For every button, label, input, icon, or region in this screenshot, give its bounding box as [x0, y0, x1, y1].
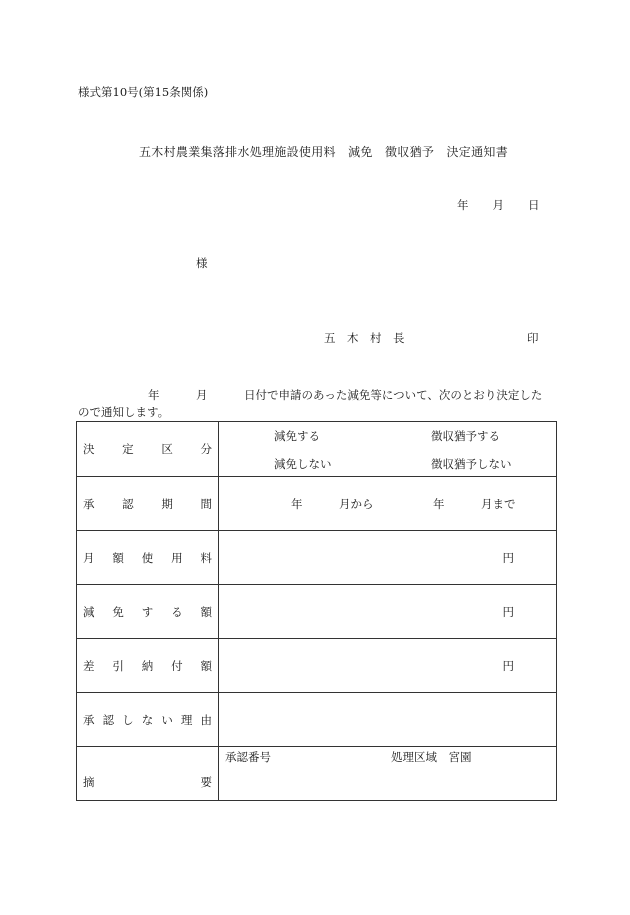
period-from-month: 月から [339, 496, 374, 511]
label-char: 由 [200, 712, 212, 727]
label-char: 分 [200, 442, 212, 456]
label-char: 間 [200, 496, 212, 511]
yen-unit: 円 [502, 604, 514, 619]
table-row [77, 747, 557, 801]
decision-label [77, 422, 219, 477]
net-payment-value [219, 639, 557, 693]
table-row [77, 531, 557, 585]
label-char: 料 [200, 550, 212, 565]
period-to-year: 年 [433, 496, 445, 511]
label-char: す [141, 604, 154, 619]
intro-year: 年 [148, 388, 160, 402]
intro-line-2: ので通知します。 [78, 405, 170, 419]
date-month: 月 [492, 198, 504, 212]
intro-text: 日付で申請のあった減免等について、次のとおり決定した [244, 388, 543, 402]
label-char: 額 [200, 604, 212, 619]
monthly-fee-value [219, 531, 557, 585]
table-row [77, 639, 557, 693]
label-char: 認 [102, 712, 115, 727]
option-no-defer: 徴収猶予しない [431, 457, 512, 471]
period-to-month: 月まで [481, 496, 516, 511]
label-char: 月 [83, 550, 95, 565]
approval-period [219, 477, 557, 531]
label-char: 理 [180, 712, 193, 727]
option-reduce: 減免する [274, 429, 320, 443]
label-char: 要 [200, 775, 212, 789]
decision-table [76, 421, 557, 801]
label-char: 減 [83, 604, 95, 619]
decision-options [219, 422, 557, 477]
label-char: 期 [161, 496, 173, 511]
yen-unit: 円 [502, 658, 514, 673]
period-label [77, 477, 219, 531]
label-char: 用 [171, 550, 183, 565]
table-row [77, 422, 557, 477]
monthly-fee-label [77, 531, 219, 585]
label-char: 引 [112, 658, 124, 673]
yen-unit: 円 [502, 550, 514, 565]
label-char: い [161, 712, 173, 727]
label-char: る [171, 604, 183, 619]
approval-number-label: 承認番号 [225, 750, 271, 764]
label-char: 付 [171, 658, 183, 673]
intro-line-1 [148, 387, 543, 403]
label-char: 区 [161, 442, 173, 456]
intro-month: 月 [196, 388, 208, 402]
label-char: 摘 [83, 775, 95, 789]
no-approval-reason-label [77, 693, 219, 747]
table-row [77, 585, 557, 639]
table-row [77, 477, 557, 531]
label-char: 定 [122, 442, 134, 456]
label-char: 承 [83, 496, 95, 511]
option-defer: 徴収猶予する [431, 429, 500, 443]
label-char: な [141, 712, 154, 727]
remarks-value [219, 747, 557, 801]
label-char: 決 [83, 442, 95, 456]
date-year: 年 [457, 198, 469, 212]
option-no-reduce: 減免しない [274, 457, 332, 471]
addressee-suffix: 様 [196, 256, 208, 270]
label-char: し [122, 712, 134, 727]
issuer-name: 五 木 村 長 [324, 331, 405, 345]
seal-mark: 印 [527, 331, 539, 345]
table-row [77, 693, 557, 747]
label-char: 認 [122, 496, 134, 511]
label-char: 承 [83, 712, 95, 727]
net-payment-label [77, 639, 219, 693]
label-char: 免 [112, 604, 124, 619]
label-char: 差 [83, 658, 95, 673]
label-char: 額 [200, 658, 212, 673]
processing-area: 処理区域 宮園 [391, 750, 472, 764]
no-approval-reason-value [219, 693, 557, 747]
document-title: 五木村農業集落排水処理施設使用料 減免 徴収猶予 決定通知書 [139, 145, 509, 159]
label-char: 納 [141, 658, 154, 673]
issue-date [457, 197, 540, 213]
form-number: 様式第10号(第15条関係) [78, 85, 209, 99]
label-char: 額 [112, 550, 124, 565]
reduction-value [219, 585, 557, 639]
reduction-label [77, 585, 219, 639]
period-from-year: 年 [291, 496, 303, 511]
date-day: 日 [528, 198, 540, 212]
label-char: 使 [141, 550, 154, 565]
remarks-label [77, 747, 219, 801]
